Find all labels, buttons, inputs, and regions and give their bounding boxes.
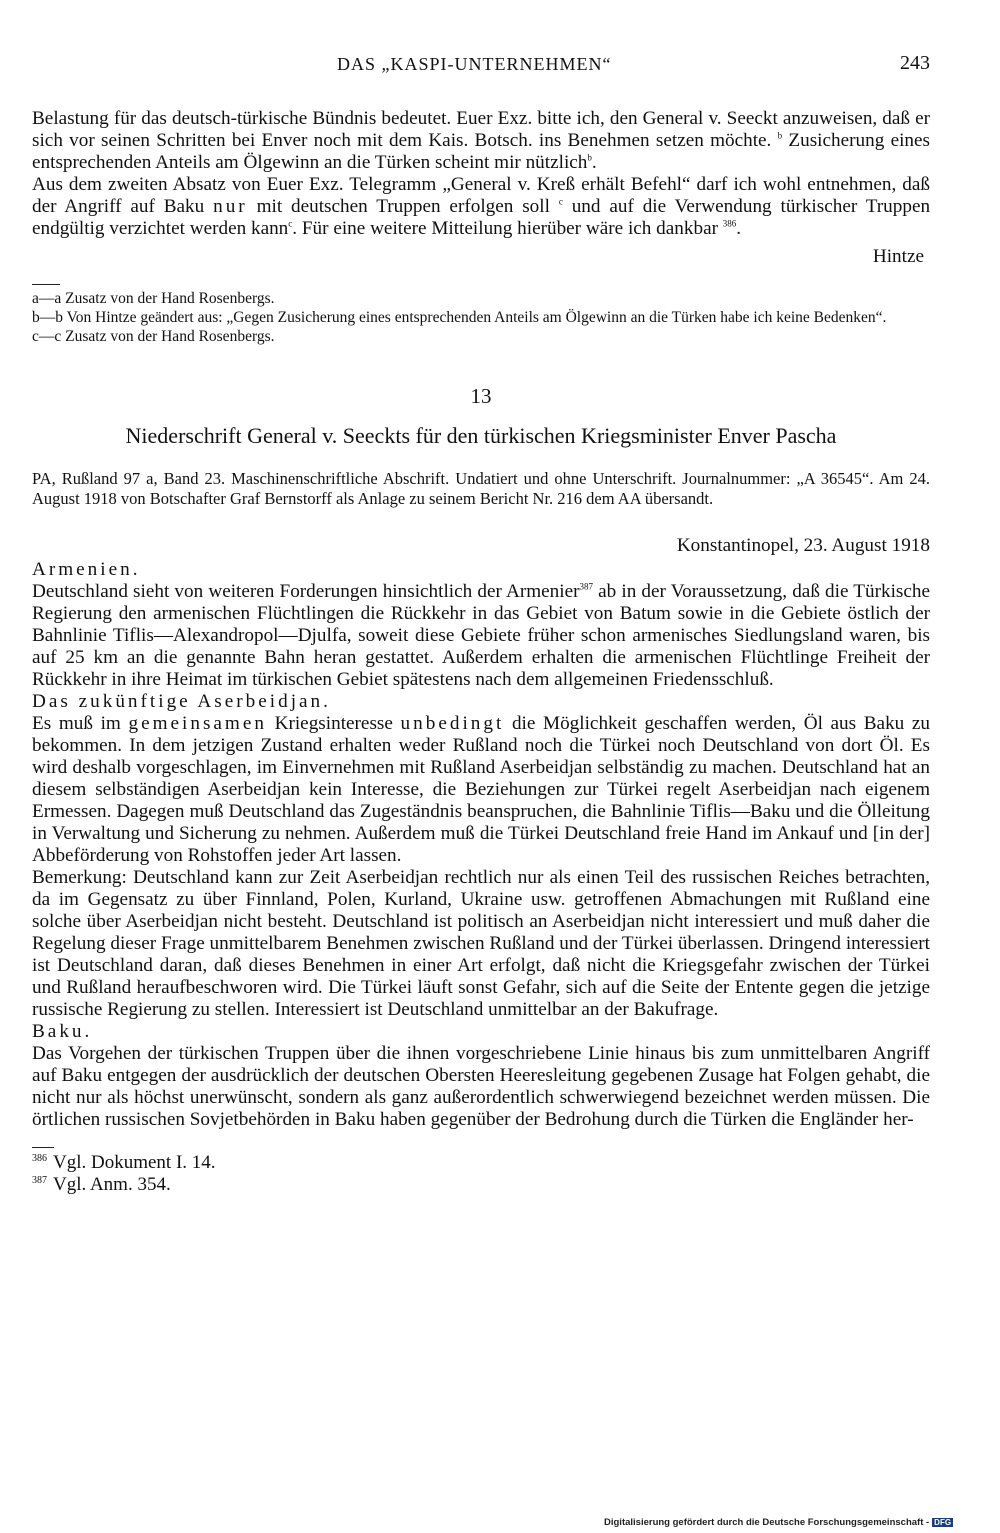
document-page [32, 0, 930, 1196]
paragraph-aserbeidjan: Es muß im gemeinsamen Kriegsinteresse unbedingt die Möglichkeit geschaffen werden, Öl aus Baku zu bekommen. In dem jetzigen Zustand erhalten weder Rußland noch die Türkei noch Deutschland von dort Öl. Es wird deshalb vorgeschlagen, im Einvernehmen mit Rußland Aserbeidjan selbständig zu machen. Deutschland hat an diesem selbständigen Aserbeidjan kein Interesse, die Beziehungen zur Türkei regelt Aserbeidjan nach eigenem Ermessen. Dagegen muß Deutschland das Zugeständnis beanspruchen, die Bahnlinie Tiflis—Baku und die Ölleitung in Verwaltung und Sicherung zu nehmen. Außerdem muß die Türkei Deutschland freie Hand im Ankauf und [in der] Abbeförderung von Rohstoffen jeder Art lassen. [32, 713, 931, 866]
apparatus-note-c: c—c Zusatz von der Hand Rosenbergs. [32, 328, 275, 345]
footnote-387: $^{387}$ Vgl. Anm. 354. [32, 1174, 171, 1195]
paragraph-armenien: Deutschland sieht von weiteren Forderungen hinsichtlich der Armenier$^{387}$ ab in der Voraussetzung, daß die Türkische Regierung den armenischen Flüchtlingen die Rückkehr in das Gebiet von Batum sowie in die Gebiete östlich der Bahnlinie Tiflis—Alexandropol—Djulfa, soweit diese Gebiete früher schon armenisches Siedlungsland waren, bis auf 25 km an die genannte Bahn heran gestattet. Außerdem erhalten die armenischen Flüchtlinge Freiheit der Rückkehr in ihre Heimat im türkischen Gebiet spätestens nach dem allgemeinen Friedensschluß. [32, 581, 931, 690]
document-title: Niederschrift General v. Seeckts für den türkischen Kriegsminister Enver Pascha [125, 423, 837, 448]
footnote-386: $^{386}$ Vgl. Dokument I. 14. [32, 1152, 216, 1173]
section-heading-aserbeidjan: Das zukünftige Aserbeidjan. [32, 691, 331, 712]
paragraph-baku: Das Vorgehen der türkischen Truppen über die ihnen vorgeschriebene Linie hinaus bis zum unmittelbaren Angriff auf Baku entgegen der ausdrücklich der deutschen Obersten Heeresleitung gegebenen Zusage hat Folgen gehabt, die nicht nur als höchst unerwünscht, sondern als ganz außerordentlich schwerwiegend bezeichnet werden müssen. Die örtlichen russischen Sovjetbehörden in Baku haben gegenüber der Bedrohung durch die Türken die Engländer her- [32, 1043, 930, 1130]
running-title: DAS „KASPI-UNTERNEHMEN“ [337, 54, 612, 74]
page-header [32, 50, 930, 80]
dfg-logo-icon: DFG [934, 1517, 952, 1527]
section-heading-baku: Baku. [32, 1021, 93, 1042]
digitization-credit: Digitalisierung gefördert durch die Deutsche Forschungsgemeinschaft - DFG [604, 1517, 952, 1528]
apparatus-note-b: b—b Von Hintze geändert aus: „Gegen Zusicherung eines entsprechenden Anteils am Ölgewinn an die Türken habe ich keine Bedenken“. [32, 309, 887, 326]
page-number: 243 [900, 52, 930, 74]
apparatus-note-a: a—a Zusatz von der Hand Rosenbergs. [32, 290, 275, 307]
continued-paragraph-2: Aus dem zweiten Absatz von Euer Exz. Telegramm „General v. Kreß erhält Befehl“ darf ich wohl entnehmen, daß der Angriff auf Baku nur mit deutschen Truppen erfolgen soll $^c$ und auf die Verwendung türkischer Truppen endgültig verzichtet werden kann$^c$. Für eine weitere Mitteilung hierüber wäre ich dankbar $^{386}$. [32, 174, 931, 239]
footnote-rule [32, 1147, 54, 1148]
continued-paragraph-1: Belastung für das deutsch-türkische Bündnis bedeutet. Euer Exz. bitte ich, den General v. Seeckt anzuweisen, daß er sich vor seinen Schritten bei Enver noch mit dem Kais. Botsch. ins Benehmen setzen möchte. $^b$ Zusicherung eines entsprechenden Anteils am Ölgewinn an die Türken scheint mir nützlich$^b$. [32, 108, 930, 173]
paragraph-bemerkung: Bemerkung: Deutschland kann zur Zeit Aserbeidjan rechtlich nur als einen Teil des russischen Reiches betrachten, da im Gegensatz zu über Finnland, Polen, Kurland, Ukraine usw. getroffenen Abmachungen mit Rußland eine solche über Aserbeidjan nicht besteht. Deutschland ist politisch an Aserbeidjan nicht interessiert und muß daher die Regelung dieser Frage unmittelbarem Benehmen zwischen Rußland und der Türkei überlassen. Dringend interessiert ist Deutschland daran, daß dieses Benehmen in einer Art erfolgt, daß nicht die Kriegsgefahr zwischen der Türkei und Rußland heraufbeschworen wird. Die Türkei läuft sonst Gefahr, sich auf die Seite der Entente gegen die jetzige russische Regierung zu stellen. Interessiert ist Deutschland unmittelbar an der Bakufrage. [32, 867, 930, 1020]
source-note: PA, Rußland 97 a, Band 23. Maschinenschriftliche Abschrift. Undatiert und ohne Unterschrift. Journalnummer: „A 36545“. Am 24. August 1918 von Botschafter Graf Bernstorff als Anlage zu seinem Bericht Nr. 216 dem AA übersandt. [32, 469, 930, 508]
document-number: 13 [470, 384, 492, 408]
place-date: Konstantinopel, 23. August 1918 [676, 535, 930, 556]
signature: Hintze [872, 246, 924, 267]
section-heading-armenien: Armenien. [32, 559, 141, 580]
apparatus-rule [32, 284, 60, 285]
